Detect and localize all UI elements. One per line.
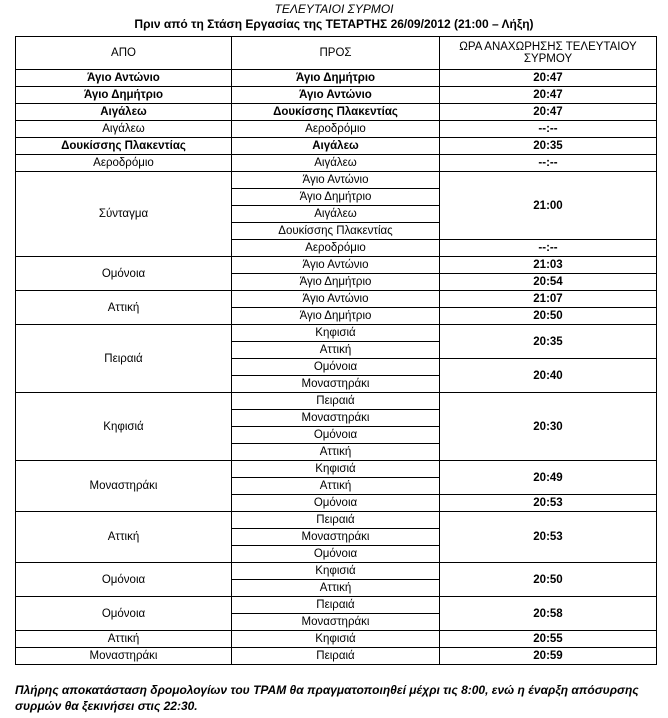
destination-station-cell: Κηφισιά	[232, 325, 440, 342]
origin-station-cell: Πειραιά	[16, 325, 232, 393]
footer-note: Πλήρης αποκατάσταση δρομολογίων του ΤΡΑΜ θα πραγματοποιηθεί μέχρι τις 8:00, ενώ η έναρξη απόσυρσης συρμών θα ξεκινήσει στις 22:30.	[15, 683, 639, 713]
departure-time-cell: 21:03	[440, 257, 657, 274]
last-trains-table	[15, 36, 657, 665]
destination-station-cell: Αιγάλεω	[232, 138, 440, 155]
destination-station-cell: Κηφισιά	[232, 563, 440, 580]
destination-station-cell: Αττική	[232, 444, 440, 461]
origin-station-cell: Άγιο Αντώνιο	[16, 70, 232, 87]
table-row	[16, 104, 657, 121]
destination-station-cell: Αιγάλεω	[232, 155, 440, 172]
table-row	[16, 461, 657, 478]
departure-time-cell: 20:54	[440, 274, 657, 291]
destination-station-cell: Αεροδρόμιο	[232, 240, 440, 257]
destination-station-cell: Ομόνοια	[232, 359, 440, 376]
departure-time-cell: 20:35	[440, 325, 657, 359]
destination-station-cell: Δουκίσσης Πλακεντίας	[232, 223, 440, 240]
destination-station-cell: Δουκίσσης Πλακεντίας	[232, 104, 440, 121]
origin-station-cell: Ομόνοια	[16, 597, 232, 631]
destination-station-cell: Αττική	[232, 342, 440, 359]
origin-station-cell: Μοναστηράκι	[16, 461, 232, 512]
table-row	[16, 155, 657, 172]
destination-station-cell: Αττική	[232, 478, 440, 495]
table-row	[16, 325, 657, 342]
table-row	[16, 563, 657, 580]
destination-station-cell: Μοναστηράκι	[232, 410, 440, 427]
origin-station-cell: Αττική	[16, 631, 232, 648]
origin-station-cell: Αιγάλεω	[16, 104, 232, 121]
table-body	[16, 70, 657, 665]
table-row	[16, 70, 657, 87]
departure-time-cell: 21:00	[440, 172, 657, 240]
destination-station-cell: Άγιο Δημήτριο	[232, 274, 440, 291]
destination-station-cell: Άγιο Δημήτριο	[232, 189, 440, 206]
departure-time-cell: 20:55	[440, 631, 657, 648]
destination-station-cell: Άγιο Αντώνιο	[232, 87, 440, 104]
destination-station-cell: Μοναστηράκι	[232, 376, 440, 393]
destination-station-cell: Πειραιά	[232, 393, 440, 410]
origin-station-cell: Ομόνοια	[16, 563, 232, 597]
origin-station-cell: Κηφισιά	[16, 393, 232, 461]
destination-station-cell: Αιγάλεω	[232, 206, 440, 223]
header-from: ΑΠΟ	[16, 37, 232, 70]
table-header-row	[16, 37, 657, 70]
destination-station-cell: Αττική	[232, 580, 440, 597]
origin-station-cell: Αττική	[16, 512, 232, 563]
departure-time-cell: --:--	[440, 121, 657, 138]
table-row	[16, 121, 657, 138]
header-departure-time: ΩΡΑ ΑΝΑΧΩΡΗΣΗΣ ΤΕΛΕΥΤΑΙΟΥ ΣΥΡΜΟΥ	[440, 37, 657, 70]
table-row	[16, 631, 657, 648]
destination-station-cell: Άγιο Δημήτριο	[232, 70, 440, 87]
destination-station-cell: Ομόνοια	[232, 495, 440, 512]
table-row	[16, 291, 657, 308]
origin-station-cell: Ομόνοια	[16, 257, 232, 291]
destination-station-cell: Κηφισιά	[232, 631, 440, 648]
destination-station-cell: Πειραιά	[232, 512, 440, 529]
departure-time-cell: 20:47	[440, 104, 657, 121]
departure-time-cell: --:--	[440, 155, 657, 172]
departure-time-cell: 20:40	[440, 359, 657, 393]
destination-station-cell: Αεροδρόμιο	[232, 121, 440, 138]
departure-time-cell: 20:58	[440, 597, 657, 631]
destination-station-cell: Μοναστηράκι	[232, 529, 440, 546]
destination-station-cell: Άγιο Αντώνιο	[232, 257, 440, 274]
destination-station-cell: Πειραιά	[232, 648, 440, 665]
departure-time-cell: 20:30	[440, 393, 657, 461]
destination-station-cell: Άγιο Δημήτριο	[232, 308, 440, 325]
destination-station-cell: Μοναστηράκι	[232, 614, 440, 631]
departure-time-cell: 20:53	[440, 512, 657, 563]
departure-time-cell: 20:53	[440, 495, 657, 512]
departure-time-cell: 20:49	[440, 461, 657, 495]
origin-station-cell: Σύνταγμα	[16, 172, 232, 257]
departure-time-cell: 20:50	[440, 563, 657, 597]
origin-station-cell: Άγιο Δημήτριο	[16, 87, 232, 104]
departure-time-cell: 20:35	[440, 138, 657, 155]
departure-time-cell: 21:07	[440, 291, 657, 308]
header-to: ΠΡΟΣ	[232, 37, 440, 70]
table-row	[16, 257, 657, 274]
departure-time-cell: 20:47	[440, 70, 657, 87]
schedule-subtitle: Πριν από τη Στάση Εργασίας της ΤΕΤΑΡΤΗΣ 26/09/2012 (21:00 – Λήξη)	[134, 17, 534, 31]
origin-station-cell: Αττική	[16, 291, 232, 325]
departure-time-cell: --:--	[440, 240, 657, 257]
destination-station-cell: Ομόνοια	[232, 427, 440, 444]
table-row	[16, 393, 657, 410]
origin-station-cell: Αιγάλεω	[16, 121, 232, 138]
table-row	[16, 597, 657, 614]
origin-station-cell: Αεροδρόμιο	[16, 155, 232, 172]
destination-station-cell: Ομόνοια	[232, 546, 440, 563]
schedule-title: ΤΕΛΕΥΤΑΙΟΙ ΣΥΡΜΟΙ	[274, 2, 394, 16]
departure-time-cell: 20:50	[440, 308, 657, 325]
destination-station-cell: Κηφισιά	[232, 461, 440, 478]
departure-time-cell: 20:59	[440, 648, 657, 665]
destination-station-cell: Άγιο Αντώνιο	[232, 172, 440, 189]
table-row	[16, 648, 657, 665]
table-row	[16, 138, 657, 155]
origin-station-cell: Μοναστηράκι	[16, 648, 232, 665]
departure-time-cell: 20:47	[440, 87, 657, 104]
table-row	[16, 512, 657, 529]
table-row	[16, 172, 657, 189]
origin-station-cell: Δουκίσσης Πλακεντίας	[16, 138, 232, 155]
table-row	[16, 87, 657, 104]
destination-station-cell: Άγιο Αντώνιο	[232, 291, 440, 308]
destination-station-cell: Πειραιά	[232, 597, 440, 614]
